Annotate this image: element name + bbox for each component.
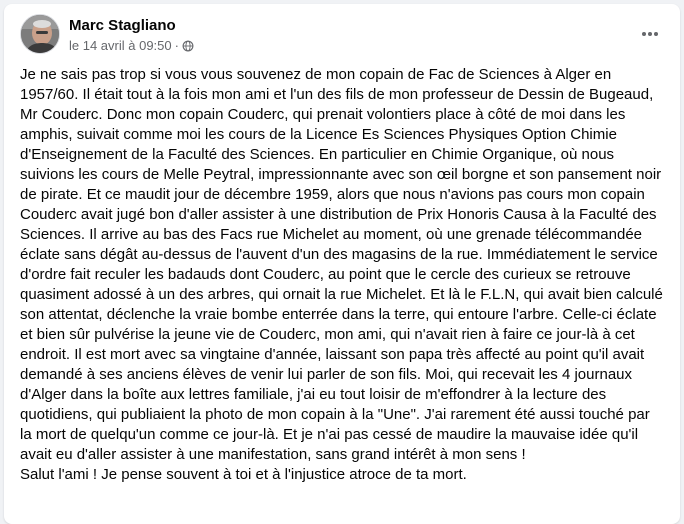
globe-icon[interactable] xyxy=(182,40,194,52)
post-card xyxy=(4,4,680,524)
author-block xyxy=(69,16,194,55)
avatar[interactable] xyxy=(20,14,60,54)
avatar-photo xyxy=(21,15,60,54)
meta-separator: · xyxy=(174,38,179,53)
post-text: Je ne sais pas trop si vous vous souvenez de mon copain de Fac de Sciences à Alger en 1957/60. Il était tout à la fois mon ami et l'un des fils de mon professeur de Dessin de Bugeaud, Mr Couderc. Donc mon copain Couderc, qui prenait volontiers place à côté de moi dans les amphis, suivait comme moi les cours de la Licence Es Sciences Physiques Option Chimie d'Enseignement de la Faculté des Sciences. En particulier en Chimie Organique, où nous suivions les cours de Melle Peytral, impressionnante avec son œil borgne et son pansement noir de pirate. Et ce maudit jour de décembre 1959, alors que nous n'avions pas cours mon copain Couderc avait jugé bon d'aller assister à une distribution de Prix Honoris Causa à la Faculté des Sciences. Il arrive au bas des Facs rue Michelet au moment, où une grenade télécommandée éclate sans dégât au-dessus de l'auvent d'un des magasins de la rue. Immédiatement le service d'ordre fait reculer les badauds dont Couderc, au point que le cercle des curieux se retrouve quasiment adossé à un des arbres, qui ornait la rue Michelet. Et là le F.L.N, qui avait bien calculé son attentat, déclenche la vraie bombe enterrée dans la terre, qui entoure l'arbre. Celle-ci éclate et bien sûr pulvérise la jeune vie de Couderc, mon ami, qui n'avait rien à faire ce jour-là à cet endroit. Il est mort avec sa vingtaine d'année, laissant son papa très affecté au point qu'il avait demandé à ses anciens élèves de venir lui parler de son fils. Moi, qui recevait les 4 journaux d'Alger dans la boîte aux lettres familiale, j'ai eu tout loisir de m'effondrer à la lecture des quotidiens, qui publiaient la photo de mon copain à la "Une". J'ai rarement été aussi touché par la mort de quelqu'un comme ce jour-là. Et je n'ai pas cessé de maudire la mauvaise idée qu'il avait eu d'aller assister à une manifestation, sans grand intérêt à mon sens ! Salut l'ami ! Je pense souvent à toi et à l'injustice atroce de ta mort. xyxy=(20,66,663,483)
author-name[interactable]: Marc Stagliano xyxy=(69,17,176,34)
post-header xyxy=(20,14,664,58)
post-timestamp[interactable]: le 14 avril à 09:50 xyxy=(69,38,172,53)
post-meta xyxy=(69,37,194,55)
more-horizontal-icon xyxy=(640,24,660,44)
more-options-button[interactable] xyxy=(632,16,668,52)
